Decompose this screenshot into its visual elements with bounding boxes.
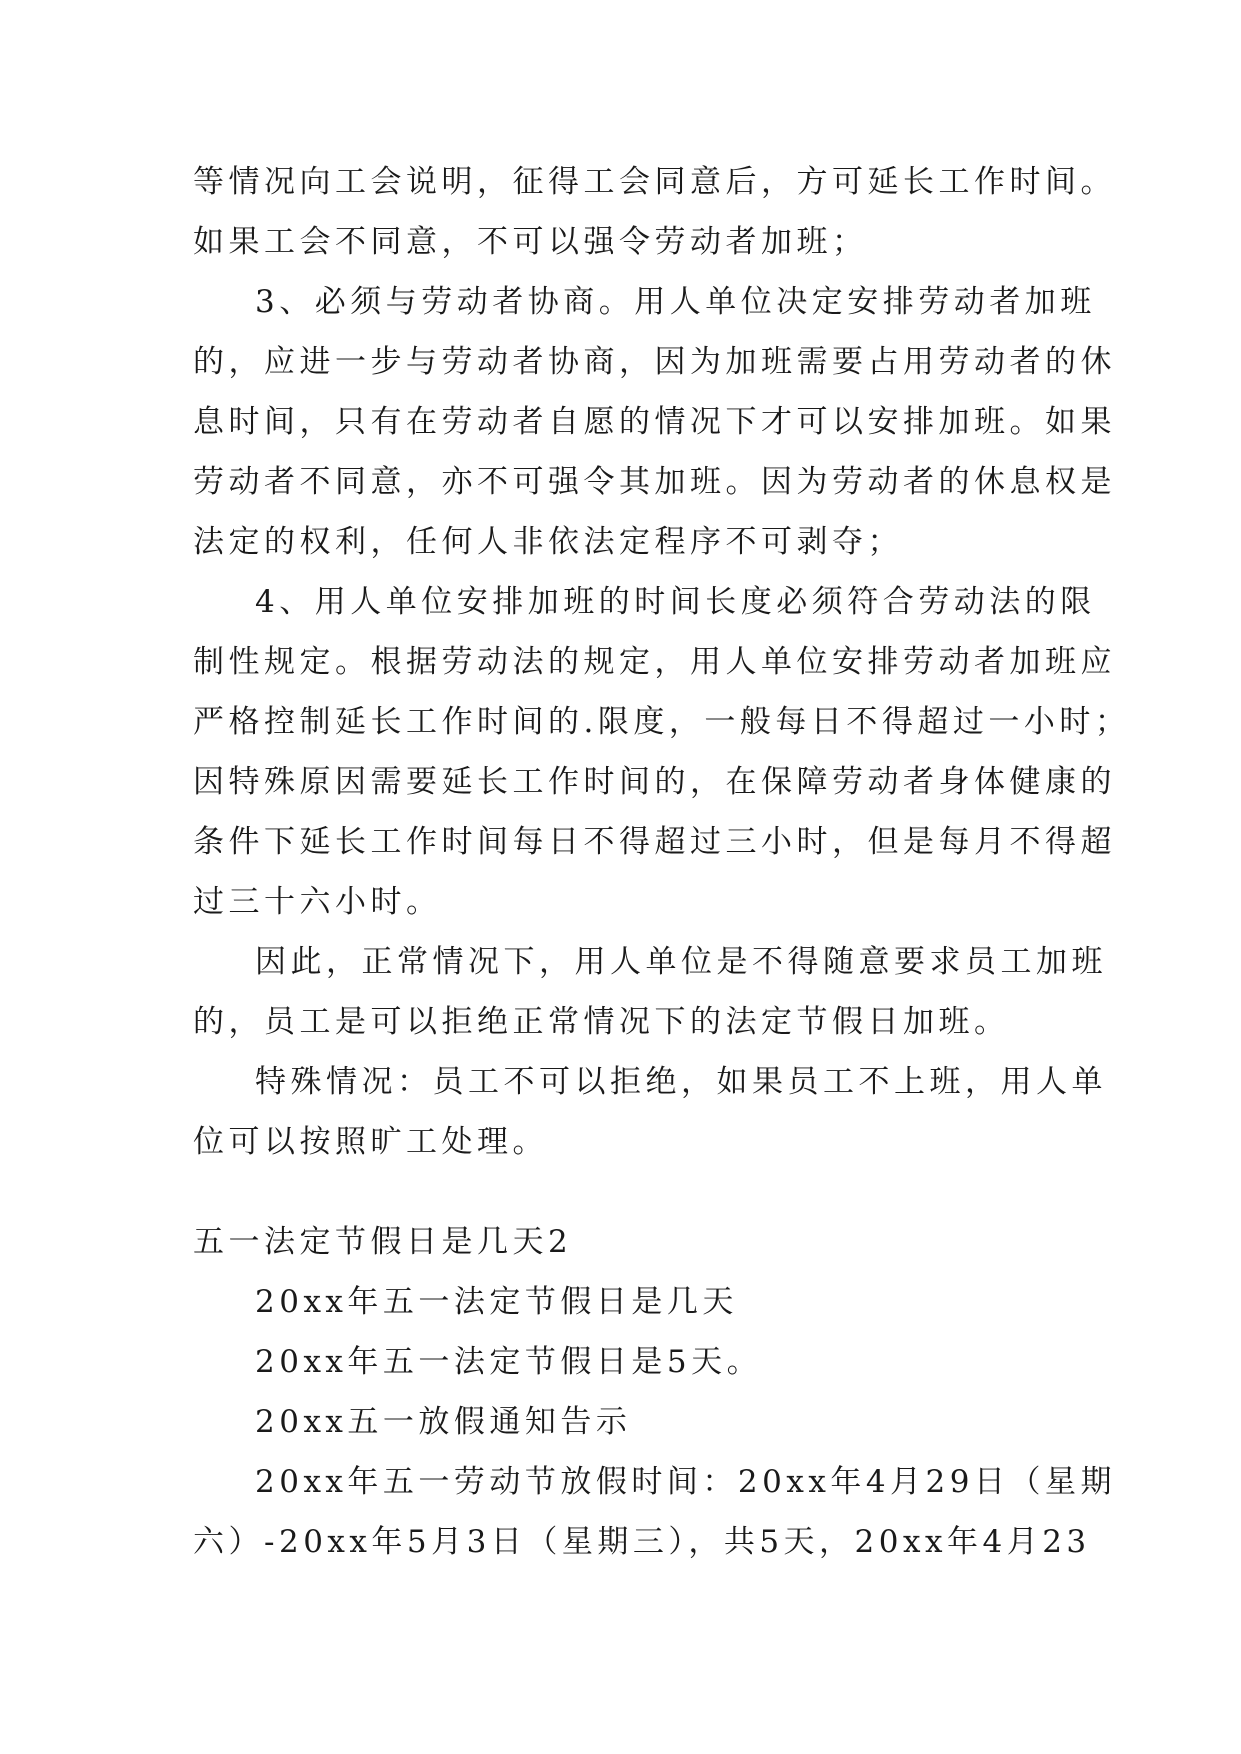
text-line: 制性规定。根据劳动法的规定，用人单位安排劳动者加班应 <box>193 644 1116 680</box>
paragraph-start-line: 20xx年五一法定节假日是几天 <box>255 1284 738 1320</box>
paragraph-start-line: 20xx年五一劳动节放假时间：20xx年4月29日（星期 <box>255 1464 1116 1500</box>
text-line: 等情况向工会说明，征得工会同意后，方可延长工作时间。 <box>193 164 1116 200</box>
paragraph-start-line: 4、用人单位安排加班的时间长度必须符合劳动法的限 <box>255 584 1096 620</box>
text-line: 过三十六小时。 <box>193 884 442 920</box>
text-line: 的，员工是可以拒绝正常情况下的法定节假日加班。 <box>193 1004 1010 1040</box>
text-line: 法定的权利，任何人非依法定程序不可剥夺； <box>193 524 903 560</box>
text-line: 因特殊原因需要延长工作时间的，在保障劳动者身体健康的 <box>193 764 1116 800</box>
text-line: 六）-20xx年5月3日（星期三），共5天，20xx年4月23 <box>193 1524 1091 1560</box>
paragraph-start-line: 因此，正常情况下，用人单位是不得随意要求员工加班 <box>255 944 1107 980</box>
paragraph-start-line: 20xx五一放假通知告示 <box>255 1404 632 1440</box>
paragraph-start-line: 3、必须与劳动者协商。用人单位决定安排劳动者加班 <box>255 284 1096 320</box>
paragraph-start-line: 特殊情况：员工不可以拒绝，如果员工不上班，用人单 <box>255 1064 1107 1100</box>
text-line: 如果工会不同意，不可以强令劳动者加班； <box>193 224 868 260</box>
text-line: 严格控制延长工作时间的.限度，一般每日不得超过一小时； <box>193 704 1131 740</box>
section-heading: 五一法定节假日是几天2 <box>193 1224 573 1260</box>
text-line: 条件下延长工作时间每日不得超过三小时，但是每月不得超 <box>193 824 1116 860</box>
text-line: 的，应进一步与劳动者协商，因为加班需要占用劳动者的休 <box>193 344 1116 380</box>
text-line: 劳动者不同意，亦不可强令其加班。因为劳动者的休息权是 <box>193 464 1116 500</box>
text-line: 位可以按照旷工处理。 <box>193 1124 548 1160</box>
text-line: 息时间，只有在劳动者自愿的情况下才可以安排加班。如果 <box>193 404 1116 440</box>
paragraph-start-line: 20xx年五一法定节假日是5天。 <box>255 1344 763 1380</box>
